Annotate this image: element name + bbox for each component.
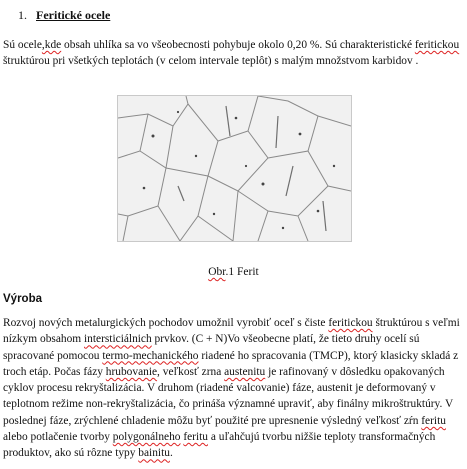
text-run: štruktúrou pri všetkých teplotách (v celom intervale teplôt) s malým množstvom karbidov . [3,55,419,68]
text-run: prvkov. (C + N)Vo všeobecne platí, že tieto druhy ocelí sú spracované pomocou [3,333,420,362]
text-run: Rozvoj nových metalurgických pochodov umožnil vyrobiť oceľ s čiste [3,317,329,329]
section-title-vyroba: Výroba [3,293,42,305]
text-run: riadené ho spracovania (TMCP), ktorý klasicky skladá z troch etáp. Počas fázy [3,349,459,378]
spellcheck-flagged-word: bainitu [138,447,170,460]
text-run: , veľkosť zrna [157,365,225,378]
spellcheck-flagged-word: intersticiálnich [84,333,152,346]
heading-number: 1. [18,8,27,22]
spellcheck-flagged-word: hrubovanie [105,365,158,378]
text-run: a uľahčujú tvorbu nižšie teploty transformačných produktov, ako sú rôzne typy [3,431,436,460]
text-run: Sú ocele [3,39,42,51]
ferrite-micrograph-image [117,95,352,242]
text-run: obsah uhlíka sa vo všeobecnosti pohybuje okolo 0,20 %. Sú charakteristické [61,39,415,51]
paragraph-production [3,315,464,462]
caption-abbrev: Obr [208,266,226,278]
spellcheck-flagged-word: feritu [183,431,208,444]
section-heading [18,7,110,23]
text-run: je rafinovaný v dôsledku opakovaných cyklov procesu rekryštalizácia. V druhom (riadené valcovanie) fáze, austenit je deformovaný v teplotnom režime non-rekryštalizácia, čo prináša významné upraviť, aby finálny mikroštruktúry. V poslednej fáze, zrýchlené chladenie môžu byť použité pre upresnenie výsledný veľkosť zŕn [3,365,454,427]
spellcheck-flagged-word: austenitu [224,365,266,378]
caption-text: .1 Ferit [225,266,259,278]
heading-title: Feritické ocele [36,8,111,22]
text-run: alebo potlačenie tvorby [3,431,113,444]
text-run: . [169,447,173,460]
spellcheck-flagged-word: polygonálneho [112,431,181,444]
spellcheck-flagged-word: feritickou [414,39,460,51]
spellcheck-flagged-word: feritu [421,414,446,427]
text-run: štruktúrou s veľmi nízkym obsahom [3,317,460,346]
paragraph-intro [3,37,463,70]
spellcheck-flagged-word: termo-mechanického [102,349,199,362]
figure-caption [0,264,467,280]
spellcheck-flagged-word: feritickou [328,317,373,329]
spellcheck-flagged-word: ,kde [41,39,62,51]
